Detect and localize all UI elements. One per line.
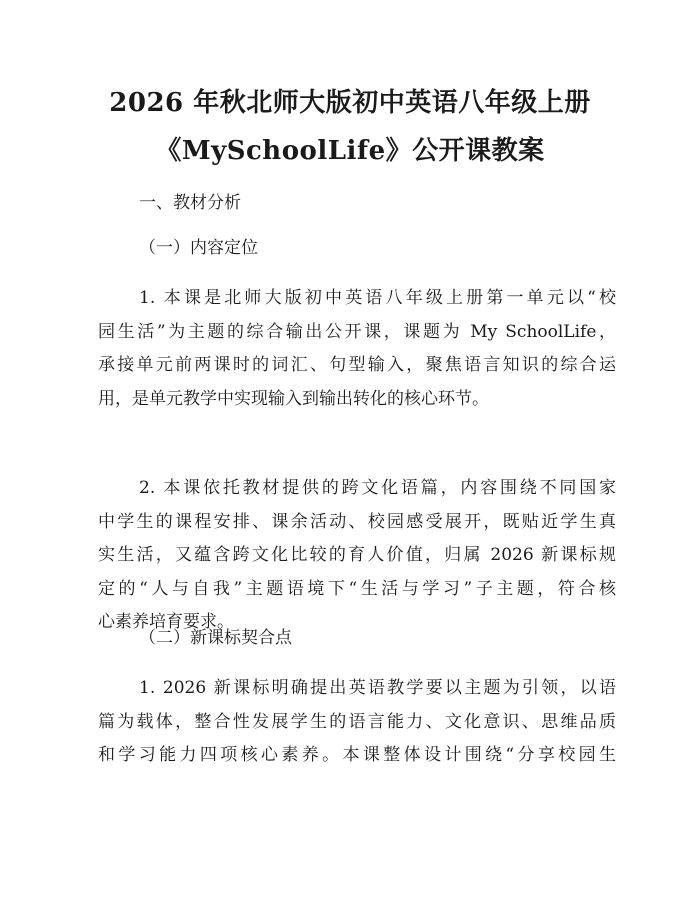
paragraph-line: 实生活，又蕴含跨文化比较的育人价值，归属 2026 新课标规 [98, 545, 616, 565]
paragraph-line: 篇为载体，整合性发展学生的语言能力、文化意识、思维品质 [98, 711, 616, 732]
paragraph-line: 和学习能力四项核心素养。本课整体设计围绕“分享校园生 [98, 745, 616, 765]
document-title-line-1: 2026 年秋北师大版初中英语八年级上册 [109, 88, 591, 118]
paragraph-content-positioning-1 [98, 282, 616, 416]
paragraph-curriculum-alignment-1 [98, 672, 616, 773]
paragraph-line: 定的“人与自我”主题语境下“生活与学习”子主题，符合核 [98, 578, 616, 599]
paragraph-line: 用，是单元教学中实现输入到输出转化的核心环节。 [98, 388, 489, 409]
paragraph-line: 心素养培育要求。 [98, 612, 234, 632]
subsection-heading-curriculum-alignment: （二）新课标契合点 [139, 628, 292, 648]
paragraph-line: 1. 本课是北师大版初中英语八年级上册第一单元以“校 [139, 288, 616, 308]
paragraph-line: 2. 本课依托教材提供的跨文化语篇，内容围绕不同国家 [139, 478, 616, 498]
paragraph-line: 园生活”为主题的综合输出公开课，课题为 My SchoolLife， [98, 321, 616, 342]
section-heading-textbook-analysis: 一、教材分析 [139, 193, 241, 213]
paragraph-line: 1. 2026 新课标明确提出英语教学要以主题为引领，以语 [139, 678, 616, 698]
subsection-heading-content-positioning: （一）内容定位 [139, 238, 258, 258]
paragraph-line: 中学生的课程安排、课余活动、校园感受展开，既贴近学生真 [98, 511, 616, 532]
paragraph-content-positioning-2 [98, 472, 616, 640]
paragraph-line: 承接单元前两课时的词汇、句型输入，聚焦语言知识的综合运 [98, 355, 616, 375]
document-title-line-2: 《MySchoolLife》公开课教案 [155, 136, 545, 166]
